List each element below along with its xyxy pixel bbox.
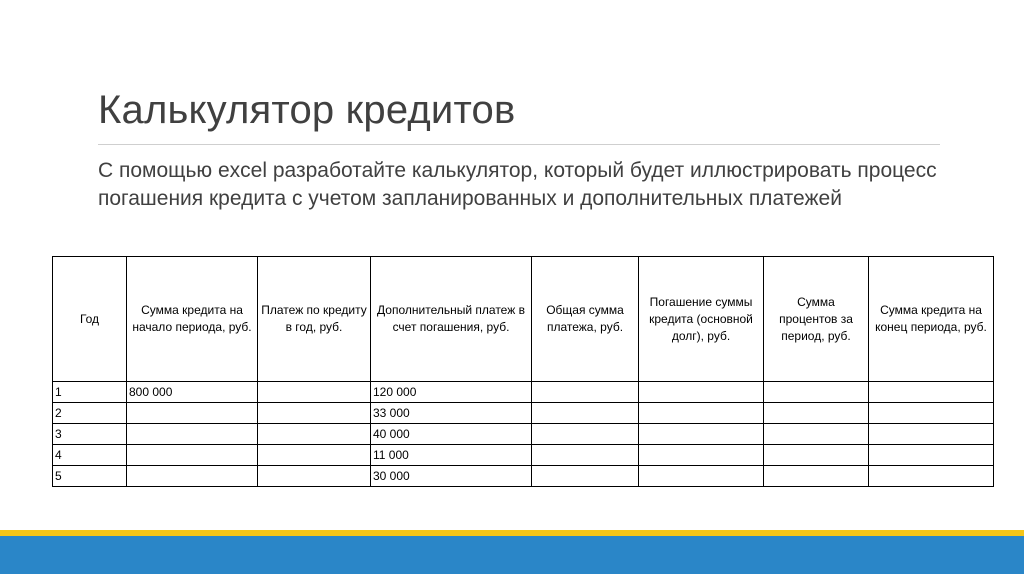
cell-principal-repayment bbox=[639, 382, 764, 403]
cell-interest bbox=[764, 466, 869, 487]
cell-interest bbox=[764, 382, 869, 403]
header-loan-end: Сумма кредита на конец периода, руб. bbox=[869, 257, 994, 382]
cell-annual-payment bbox=[258, 382, 371, 403]
table-row bbox=[53, 445, 994, 466]
cell-total-payment bbox=[532, 382, 639, 403]
cell-total-payment bbox=[532, 403, 639, 424]
cell-loan-start bbox=[127, 466, 258, 487]
cell-loan-end bbox=[869, 382, 994, 403]
cell-year: 2 bbox=[53, 403, 127, 424]
cell-principal-repayment bbox=[639, 445, 764, 466]
cell-annual-payment bbox=[258, 466, 371, 487]
header-interest: Сумма процентов за период, руб. bbox=[764, 257, 869, 382]
header-total-payment: Общая сумма платежа, руб. bbox=[532, 257, 639, 382]
header-year: Год bbox=[53, 257, 127, 382]
cell-total-payment bbox=[532, 466, 639, 487]
table-row bbox=[53, 403, 994, 424]
cell-loan-start: 800 000 bbox=[127, 382, 258, 403]
cell-year: 1 bbox=[53, 382, 127, 403]
header-annual-payment: Платеж по кредиту в год, руб. bbox=[258, 257, 371, 382]
cell-loan-end bbox=[869, 424, 994, 445]
cell-year: 3 bbox=[53, 424, 127, 445]
cell-loan-start bbox=[127, 403, 258, 424]
cell-loan-start bbox=[127, 424, 258, 445]
cell-total-payment bbox=[532, 445, 639, 466]
cell-annual-payment bbox=[258, 445, 371, 466]
title-divider bbox=[98, 144, 940, 145]
table-header-row bbox=[53, 257, 994, 382]
cell-year: 5 bbox=[53, 466, 127, 487]
footer-band bbox=[0, 536, 1024, 574]
table-row bbox=[53, 424, 994, 445]
cell-total-payment bbox=[532, 424, 639, 445]
slide-title: Калькулятор кредитов bbox=[98, 88, 516, 132]
cell-annual-payment bbox=[258, 403, 371, 424]
table-row bbox=[53, 466, 994, 487]
cell-extra-payment: 30 000 bbox=[371, 466, 532, 487]
cell-extra-payment: 120 000 bbox=[371, 382, 532, 403]
header-extra-payment: Дополнительный платеж в счет погашения, руб. bbox=[371, 257, 532, 382]
cell-interest bbox=[764, 445, 869, 466]
cell-extra-payment: 11 000 bbox=[371, 445, 532, 466]
cell-loan-end bbox=[869, 466, 994, 487]
cell-principal-repayment bbox=[639, 466, 764, 487]
cell-loan-start bbox=[127, 445, 258, 466]
cell-year: 4 bbox=[53, 445, 127, 466]
cell-extra-payment: 40 000 bbox=[371, 424, 532, 445]
cell-loan-end bbox=[869, 445, 994, 466]
cell-principal-repayment bbox=[639, 403, 764, 424]
loan-table bbox=[52, 256, 994, 487]
cell-extra-payment: 33 000 bbox=[371, 403, 532, 424]
cell-principal-repayment bbox=[639, 424, 764, 445]
table-row bbox=[53, 382, 994, 403]
header-principal-repayment: Погашение суммы кредита (основной долг), руб. bbox=[639, 257, 764, 382]
cell-loan-end bbox=[869, 403, 994, 424]
cell-annual-payment bbox=[258, 424, 371, 445]
header-loan-start: Сумма кредита на начало периода, руб. bbox=[127, 257, 258, 382]
cell-interest bbox=[764, 403, 869, 424]
slide-subtitle: С помощью excel разработайте калькулятор, который будет иллюстрировать процесс погашения кредита с учетом запланированных и дополнительных платежей bbox=[98, 159, 937, 210]
cell-interest bbox=[764, 424, 869, 445]
